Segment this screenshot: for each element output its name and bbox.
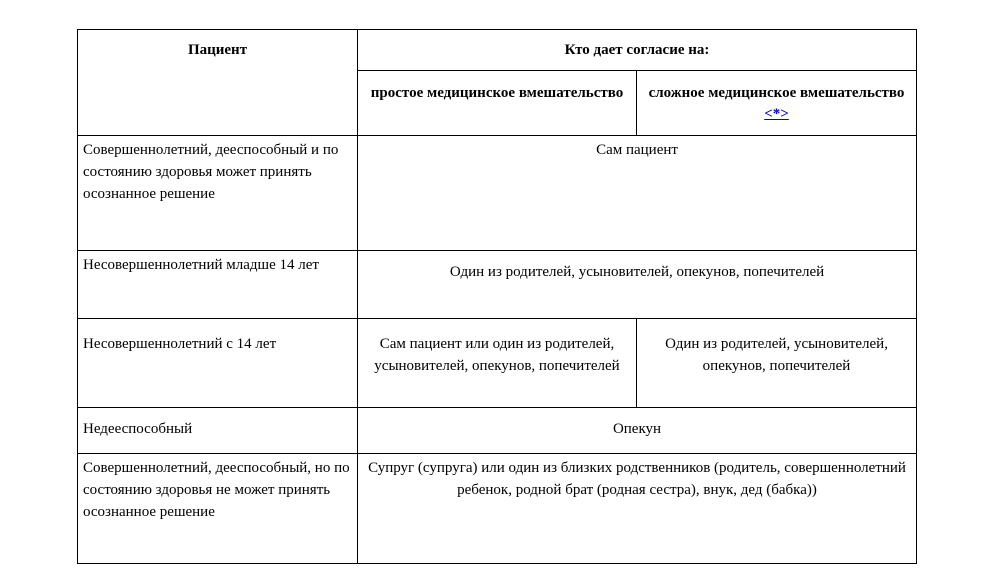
table-row	[78, 251, 917, 319]
table-row	[78, 319, 917, 408]
table-row	[78, 408, 917, 454]
header-consent: Кто дает согласие на:	[358, 30, 917, 71]
header-patient: Пациент	[78, 30, 358, 136]
table-row	[78, 454, 917, 564]
consent-cell: Сам пациент	[358, 136, 917, 251]
header-complex-intervention	[637, 71, 917, 136]
patient-cell: Недееспособный	[78, 408, 358, 454]
header-row	[78, 30, 917, 71]
consent-cell: Супруг (супруга) или один из близких родственников (родитель, совершеннолетний ребенок, родной брат (родная сестра), внук, дед (бабка))	[358, 454, 917, 564]
footnote-link[interactable]: <*>	[764, 106, 789, 122]
patient-cell: Несовершеннолетний младше 14 лет	[78, 251, 358, 319]
consent-table	[77, 29, 917, 564]
header-complex-label: сложное медицинское вмешательство	[648, 85, 905, 101]
patient-cell: Совершеннолетний, дееспособный, но по состоянию здоровья не может принять осознанное решение	[78, 454, 358, 564]
header-simple-intervention: простое медицинское вмешательство	[358, 71, 637, 136]
table-row	[78, 136, 917, 251]
consent-cell: Опекун	[358, 408, 917, 454]
patient-cell: Совершеннолетний, дееспособный и по состоянию здоровья может принять осознанное решение	[78, 136, 358, 251]
consent-cell-complex: Один из родителей, усыновителей, опекунов, попечителей	[637, 319, 917, 408]
consent-cell-simple: Сам пациент или один из родителей, усыновителей, опекунов, попечителей	[358, 319, 637, 408]
consent-cell: Один из родителей, усыновителей, опекунов, попечителей	[358, 251, 917, 319]
patient-cell: Несовершеннолетний с 14 лет	[78, 319, 358, 408]
